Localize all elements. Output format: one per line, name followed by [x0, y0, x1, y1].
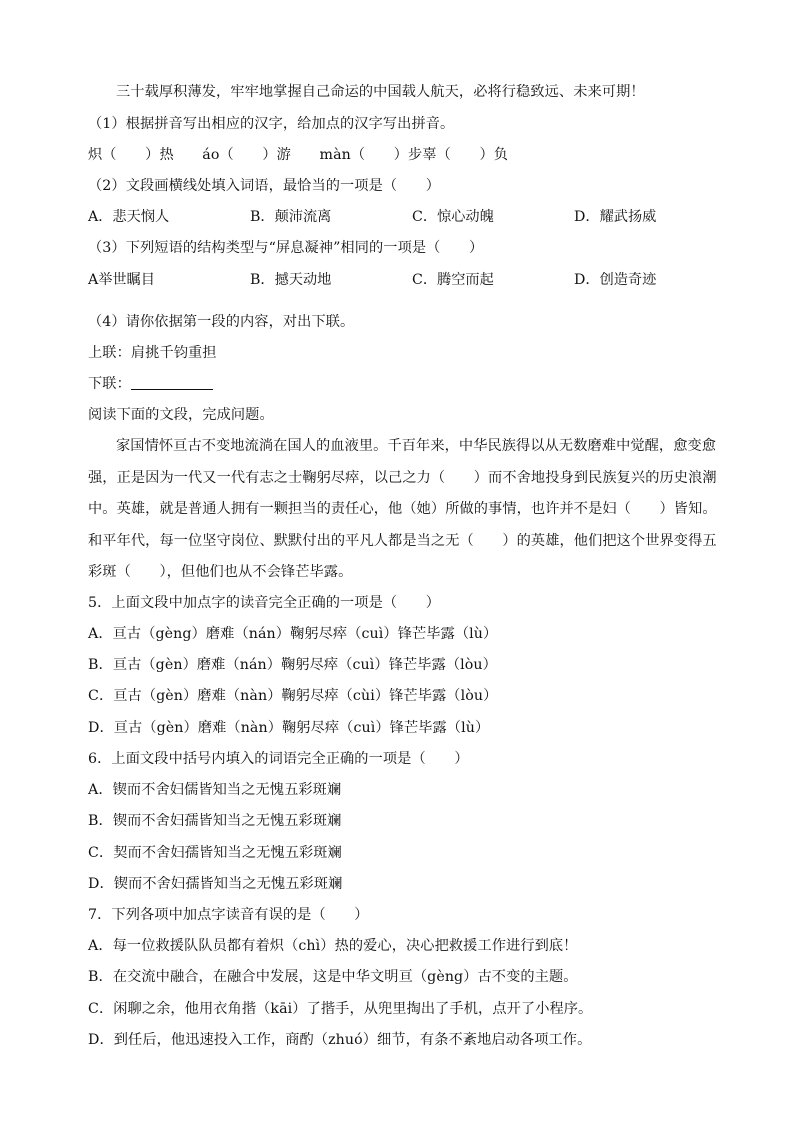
q6-option-c: C．契而不舍妇孺皆知当之无愧五彩斑斓 — [88, 845, 342, 861]
q5-prompt: 5．上面文段中加点字的读音完全正确的一项是（ ） — [88, 595, 441, 611]
q6-option-d: D．锲而不舍妇孺皆知当之无愧五彩斑斓 — [88, 876, 343, 892]
q4-upper-couplet: 上联：肩挑千钧重担 — [88, 345, 217, 361]
q6-option-b: B．锲而不舍妇孺皆知当之无愧五彩斑斓 — [88, 813, 342, 829]
q1-pinyin-line: 炽（ ）热 áo（ ）游 màn（ ）步辜（ ）负 — [88, 147, 509, 163]
q4-answer-blank[interactable] — [131, 375, 213, 390]
q4-prompt: （4）请你依据第一段的内容，对出下联。 — [88, 314, 355, 330]
q2-option-c: C．惊心动魄 — [412, 209, 494, 225]
q4-lower-label: 下联： — [88, 376, 131, 392]
q5-option-c: C．亘古（gèn）磨难（nàn）鞠躬尽瘁（cùi）锋芒毕露（lòu） — [88, 688, 498, 704]
q2-option-d: D．耀武扬威 — [574, 209, 657, 225]
q3-option-b: B．撼天动地 — [250, 272, 332, 288]
reading-instruction: 阅读下面的文段，完成问题。 — [88, 407, 274, 423]
q7-option-c: C．闲聊之余，他用衣角揩（kāi）了揩手，从兜里掏出了手机，点开了小程序。 — [88, 1001, 593, 1017]
q5-option-b: B．亘古（gèn）磨难（nán）鞠躬尽瘁（cuì）锋芒毕露（lòu） — [88, 657, 497, 673]
passage-line-2: 强，正是因为一代又一代有志之士鞠躬尽瘁，以己之力（ ）而不舍地投身到民族复兴的历史浪潮 — [88, 470, 717, 486]
q7-option-a: A．每一位救援队队员都有着炽（chì）热的爱心，决心把救援工作进行到底！ — [88, 938, 578, 954]
passage-line-1: 家国情怀亘古不变地流淌在国人的血液里。千百年来，中华民族得以从无数磨难中觉醒，愈变愈 — [116, 438, 717, 454]
q6-option-a: A．锲而不舍妇儒皆知当之无愧五彩斑斓 — [88, 782, 342, 798]
q7-option-b: B．在交流中融合，在融合中发展，这是中华文明亘（gèng）古不变的主题。 — [88, 969, 578, 985]
q1-prompt: （1）根据拼音写出相应的汉字，给加点的汉字写出拼音。 — [88, 116, 455, 132]
q7-prompt: 7．下列各项中加点字读音有误的是（ ） — [88, 907, 369, 923]
q3-option-c: C．腾空而起 — [412, 272, 494, 288]
q6-prompt: 6．上面文段中括号内填入的词语完全正确的一项是（ ） — [88, 751, 469, 767]
q3-prompt: （3）下列短语的结构类型与“屏息凝神”相同的一项是（ ） — [88, 240, 484, 256]
q3-option-d: D．创造奇迹 — [574, 272, 657, 288]
q5-option-a: A．亘古（gèng）磨难（nán）鞠躬尽瘁（cuì）锋芒毕露（lù） — [88, 626, 498, 642]
q2-option-a: A．悲天悯人 — [88, 209, 170, 225]
passage-line-5: 彩斑（ ），但他们也从不会锋芒毕露。 — [88, 564, 353, 580]
intro-paragraph: 三十载厚积薄发，牢牢地掌握自己命运的中国载人航天，必将行稳致远、未来可期！ — [116, 84, 645, 100]
passage-line-3: 中。英雄，就是普通人拥有一颗担当的责任心，他（她）所做的事情，也许并不是妇（ ）皆知。 — [88, 501, 717, 517]
q7-option-d: D．到任后，他迅速投入工作，商酌（zhuó）细节，有条不紊地启动各项工作。 — [88, 1032, 592, 1048]
q2-prompt: （2）文段画横线处填入词语，最恰当的一项是（ ） — [88, 178, 441, 194]
passage-line-4: 和平年代，每一位坚守岗位、默默付出的平凡人都是当之无（ ）的英雄，他们把这个世界变得五 — [88, 533, 717, 549]
q4-lower-couplet — [88, 374, 718, 394]
q3-option-a: A举世瞩目 — [88, 272, 155, 288]
q2-option-b: B．颠沛流离 — [250, 209, 332, 225]
q5-option-d: D．亘古（gèn）磨难（nàn）鞠躬尽瘁（cuì）锋芒毕露（lù） — [88, 720, 490, 736]
